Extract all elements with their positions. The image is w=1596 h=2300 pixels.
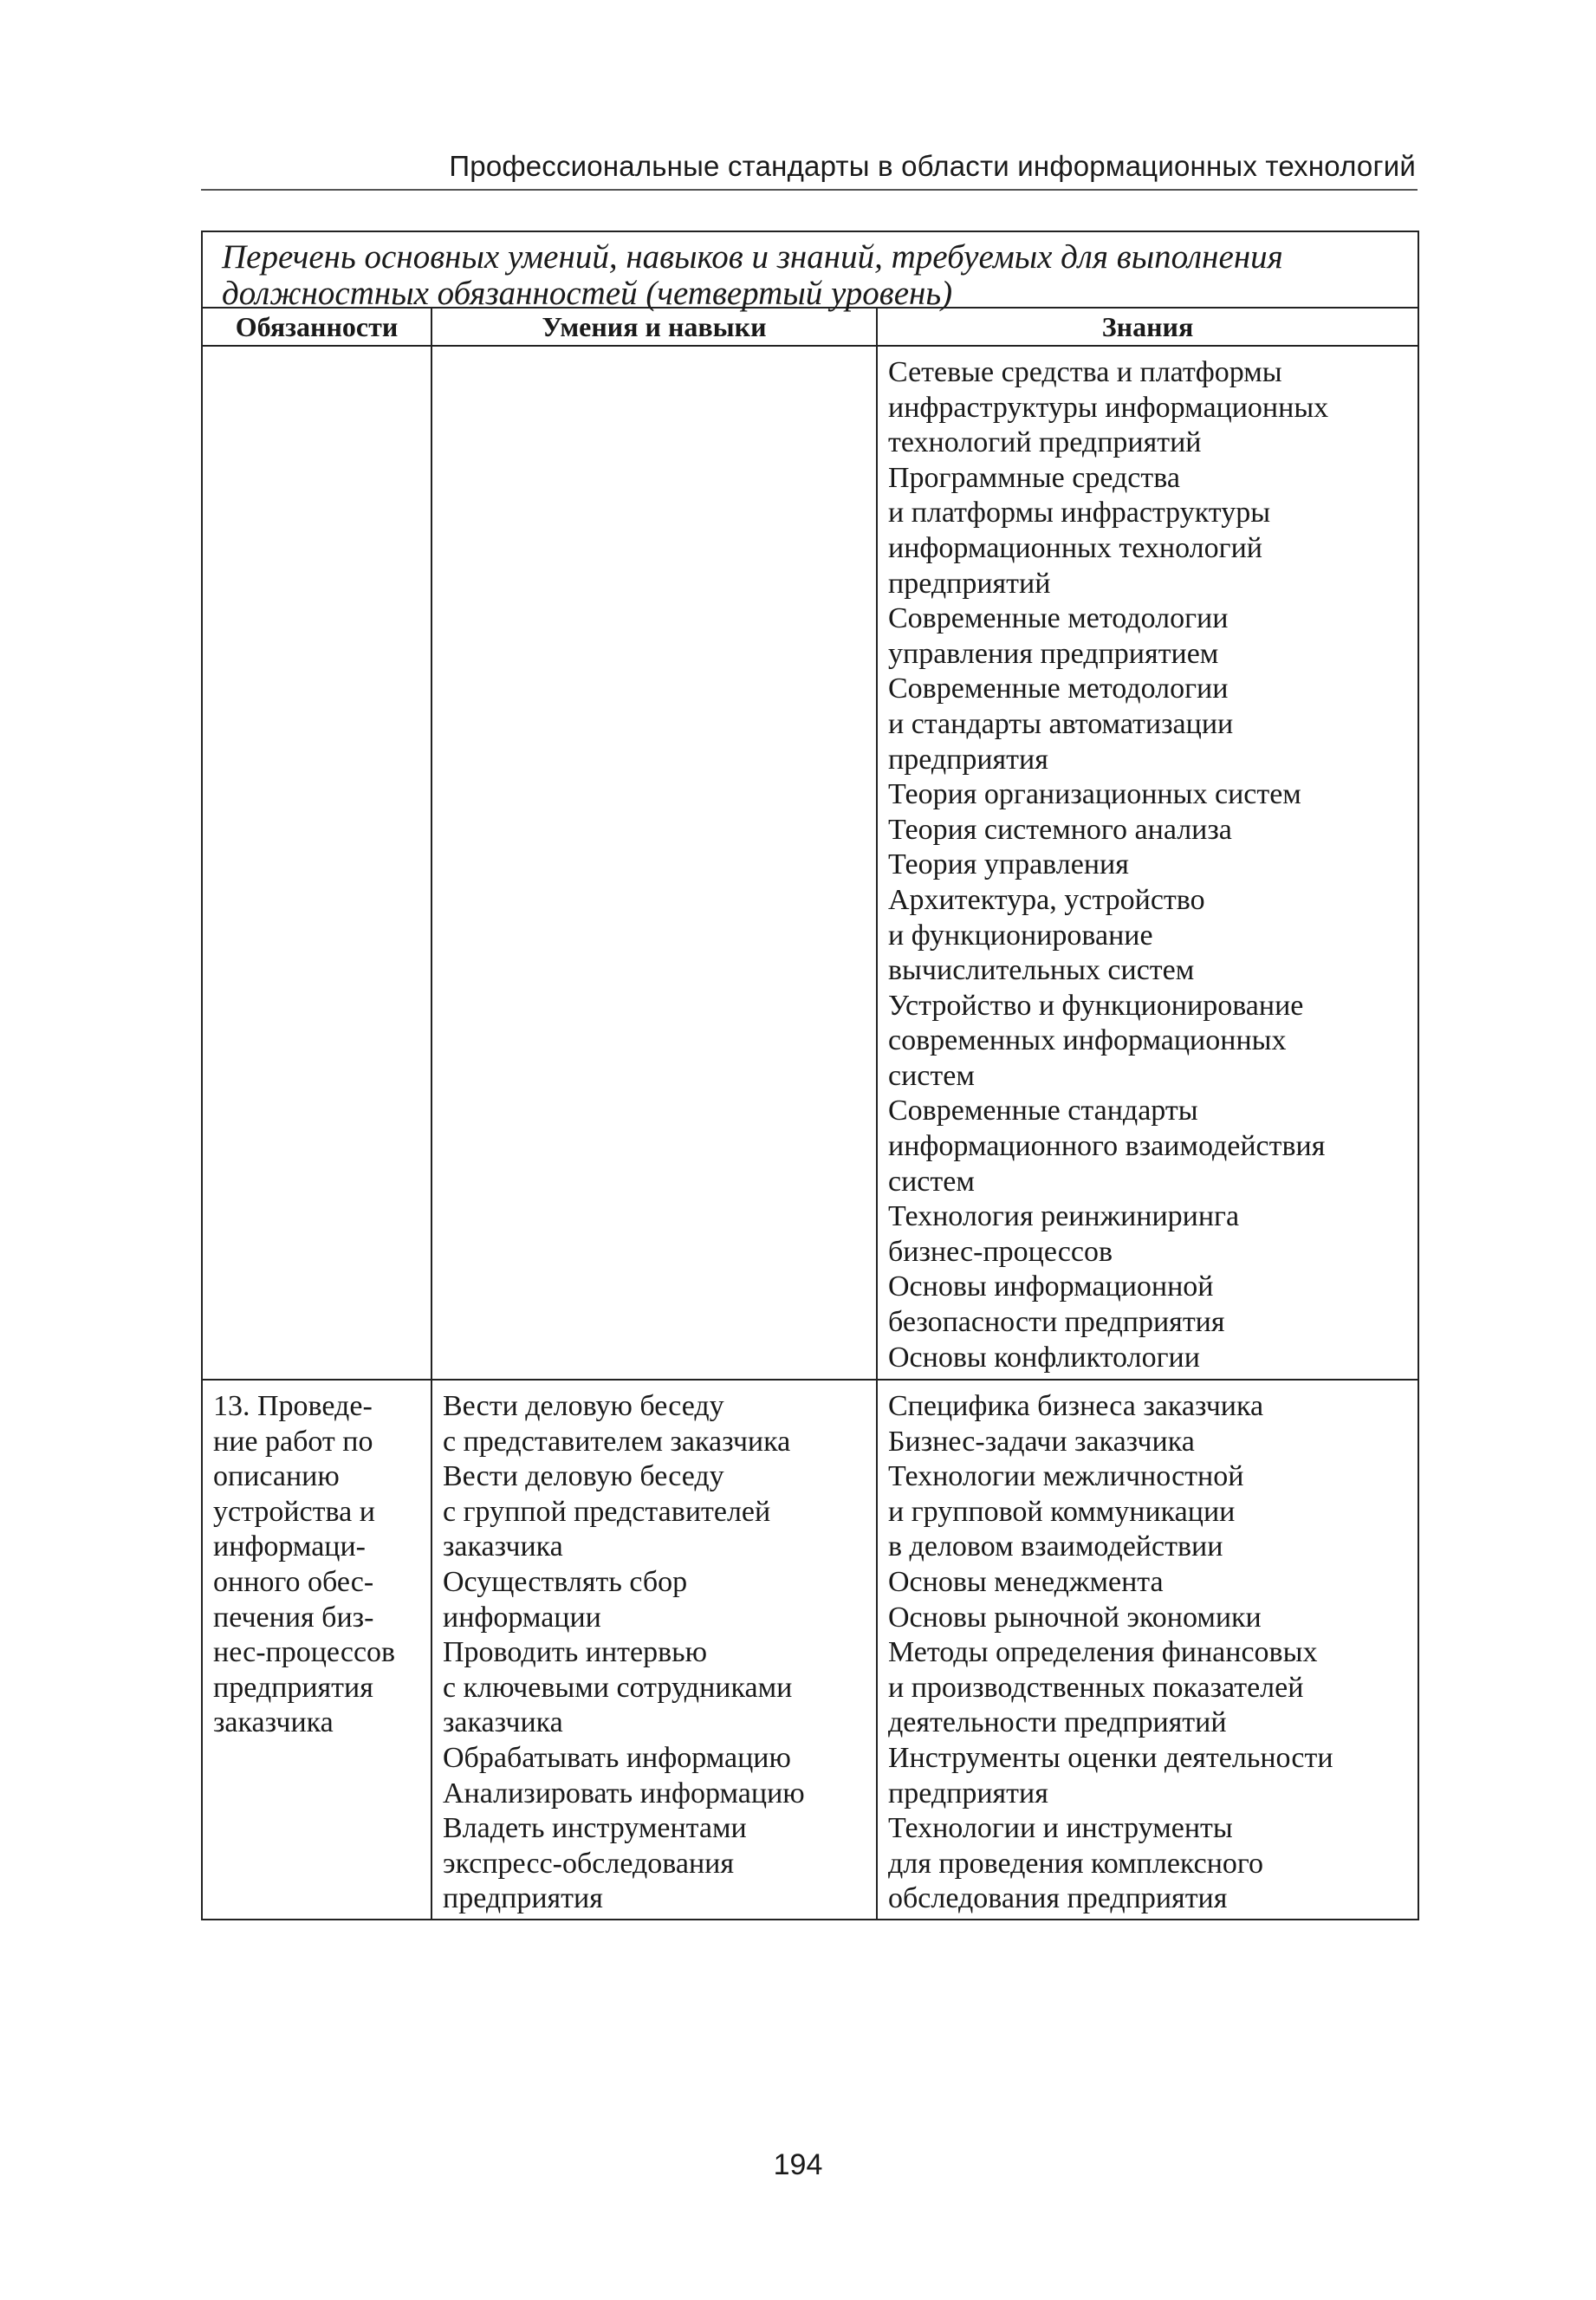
cell-line: для проведения комплексного	[888, 1847, 1263, 1880]
cell-line: Анализировать информацию	[443, 1777, 805, 1809]
skills-cell	[431, 1380, 877, 1919]
knowledge-cell	[877, 346, 1418, 1380]
cell-line: инфраструктуры информационных	[888, 391, 1329, 424]
knowledge-cell	[877, 1380, 1418, 1919]
cell-line: информационного взаимодействия	[888, 1130, 1326, 1163]
column-header-skills: Умения и навыки	[431, 309, 877, 346]
cell-line: и функционирование	[888, 919, 1153, 952]
cell-line: и групповой коммуникации	[888, 1495, 1236, 1528]
cell-line: информации	[443, 1601, 601, 1634]
cell-line: систем	[888, 1165, 975, 1198]
cell-line: Теория управления	[888, 848, 1129, 881]
cell-line: Сетевые средства и платформы	[888, 356, 1282, 388]
cell-line: технологий предприятий	[888, 426, 1202, 459]
cell-line: информаци-	[213, 1530, 366, 1563]
header-rule	[201, 189, 1418, 191]
cell-line: с представителем заказчика	[443, 1425, 791, 1458]
cell-line: заказчика	[443, 1706, 563, 1739]
table-grid	[203, 309, 1418, 1919]
cell-line: Обрабатывать информацию	[443, 1741, 791, 1774]
cell-line: и производственных показателей	[888, 1671, 1304, 1704]
cell-line: Проводить интервью	[443, 1636, 708, 1669]
cell-line: описанию	[213, 1460, 340, 1493]
cell-line: Современные методологии	[888, 672, 1229, 705]
cell-line: Основы менеджмента	[888, 1565, 1164, 1598]
duties-cell	[203, 346, 431, 1380]
caption-line: должностных обязанностей (четвертый уровень)	[222, 275, 953, 312]
table-header-row	[203, 309, 1418, 346]
table-row	[203, 346, 1418, 1380]
cell-line: Технология реинжиниринга	[888, 1200, 1240, 1233]
cell-line: предприятия	[443, 1882, 603, 1915]
cell-line: управления предприятием	[888, 637, 1219, 670]
cell-line: Основы конфликтологии	[888, 1341, 1200, 1374]
cell-line: Осуществлять сбор	[443, 1565, 688, 1598]
page-number: 194	[773, 2148, 823, 2181]
cell-line: Устройство и функционирование	[888, 989, 1304, 1022]
cell-line: Методы определения финансовых	[888, 1636, 1318, 1669]
cell-line: предприятия	[888, 743, 1048, 776]
cell-line: обследования предприятия	[888, 1882, 1228, 1915]
cell-line: Технологии и инструменты	[888, 1812, 1233, 1845]
cell-line: вычислительных систем	[888, 954, 1195, 987]
cell-line: нес-процессов	[213, 1636, 396, 1669]
cell-line: Специфика бизнеса заказчика	[888, 1390, 1264, 1422]
cell-line: систем	[888, 1059, 975, 1092]
cell-line: Технологии межличностной	[888, 1460, 1244, 1493]
cell-line: Основы рыночной экономики	[888, 1601, 1262, 1634]
cell-line: Архитектура, устройство	[888, 883, 1205, 916]
cell-line: предприятия	[213, 1671, 373, 1704]
cell-line: Современные стандарты	[888, 1095, 1198, 1127]
cell-line: онного обес-	[213, 1565, 374, 1598]
cell-line: печения биз-	[213, 1601, 374, 1634]
cell-line: Вести деловую беседу	[443, 1390, 724, 1422]
cell-line: информационных технологий	[888, 531, 1262, 564]
skills-cell	[431, 346, 877, 1380]
cell-line: экспресс-обследования	[443, 1847, 735, 1880]
column-header-knowledge: Знания	[877, 309, 1418, 346]
cell-line: Современные методологии	[888, 602, 1229, 635]
cell-line: деятельности предприятий	[888, 1706, 1227, 1739]
cell-line: предприятия	[888, 1777, 1048, 1809]
cell-line: Программные средства	[888, 461, 1180, 494]
cell-line: с группой представителей	[443, 1495, 771, 1528]
cell-line: безопасности предприятия	[888, 1306, 1225, 1339]
table-caption	[203, 232, 1418, 312]
cell-line: заказчика	[443, 1530, 563, 1563]
cell-line: устройства и	[213, 1495, 375, 1528]
cell-line: с ключевыми сотрудниками	[443, 1671, 793, 1704]
cell-line: Основы информационной	[888, 1270, 1214, 1303]
cell-line: Владеть инструментами	[443, 1812, 747, 1845]
cell-line: Вести деловую беседу	[443, 1460, 724, 1493]
duties-cell	[203, 1380, 431, 1919]
caption-line: Перечень основных умений, навыков и знаний, требуемых для выполнения	[222, 238, 1283, 276]
running-header: Профессиональные стандарты в области информационных технологий	[449, 150, 1416, 182]
cell-line: Инструменты оценки деятельности	[888, 1741, 1333, 1774]
cell-line: Теория организационных систем	[888, 778, 1301, 811]
cell-line: ние работ по	[213, 1425, 373, 1458]
cell-line: 13. Проведе-	[213, 1390, 373, 1422]
cell-line: бизнес-процессов	[888, 1235, 1113, 1268]
competency-table	[201, 231, 1419, 1920]
cell-line: заказчика	[213, 1706, 334, 1739]
cell-line: современных информационных	[888, 1024, 1287, 1057]
cell-line: и платформы инфраструктуры	[888, 497, 1271, 530]
cell-line: и стандарты автоматизации	[888, 707, 1234, 740]
cell-line: Бизнес-задачи заказчика	[888, 1425, 1195, 1458]
cell-line: предприятий	[888, 567, 1051, 600]
table-row	[203, 1380, 1418, 1919]
cell-line: в деловом взаимодействии	[888, 1530, 1223, 1563]
column-header-duties: Обязанности	[203, 309, 431, 346]
cell-line: Теория системного анализа	[888, 813, 1232, 846]
